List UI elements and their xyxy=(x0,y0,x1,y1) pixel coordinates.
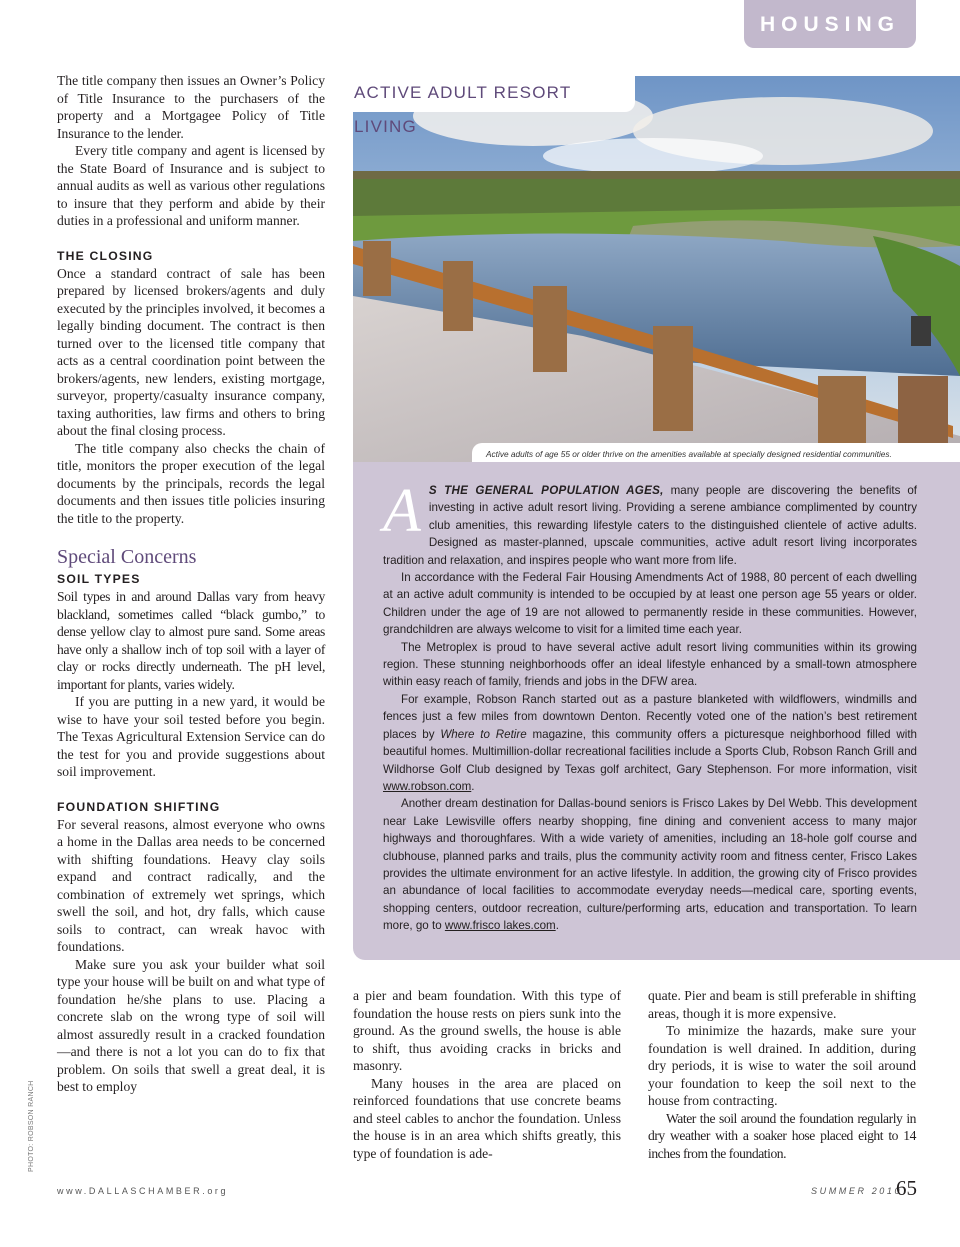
paragraph: Water the soil around the foundation regularly in dry weather with a soaker hose placed eight to 14 inches from the foundation. xyxy=(648,1110,916,1161)
paragraph: If you are putting in a new yard, it would be wise to have your soil tested before you begin. The Texas Agricultural Extension Service can do the test for you and provide suggestions about soil improvement. xyxy=(57,694,325,779)
photo-illustration xyxy=(353,76,960,462)
left-column xyxy=(57,72,325,1096)
middle-column xyxy=(353,987,621,1162)
paragraph: Every title company and agent is licensed by the State Board of Insurance and is subject to annual audits as well as various other regulations to insure that they perform and abide by their duties in a professional and uniform manner. xyxy=(57,143,325,228)
photo-caption: Active adults of age 55 or older thrive on the amenities available at specially designed residential communities. xyxy=(472,443,960,467)
paragraph: For several reasons, almost everyone who owns a home in the Dallas area needs to be concerned with shifting foundations. Heavy clay soils expand and contract radically, and the combination of extremely wet springs, which swell the soil, and hot, dry falls, which cause soils to contract, can wreak havoc with foundations. xyxy=(57,816,325,954)
sidebar-text xyxy=(383,477,918,935)
lead-in: S THE GENERAL POPULATION AGES, xyxy=(428,484,664,497)
paragraph: Make sure you ask your builder what soil type your house will be built on and what type of foundation he/she plans to use. Placing a concrete slab on the wrong type of soil will almost assuredly result in a cracked foundation—and there is not a lot you can do to fix that problem. On soils that swell a great deal, it is best to employ xyxy=(57,956,325,1094)
drop-cap: A xyxy=(383,477,421,545)
paragraph: In accordance with the Federal Fair Housing Amendments Act of 1988, 80 percent of each dwelling at an active adult community is intended to be occupied by at least one person age 55 years or older. Children under the age of 19 are not allowed to permanently reside in these communities. However, grandchildren are always welcome to visit for a limited time each year. xyxy=(383,571,917,637)
paragraph: Soil types in and around Dallas vary from heavy blackland, sometimes called “black gumbo,” to dense yellow clay to almost pure sand. Some areas have only a shallow inch of top soil with a layer of clay or rocks directly underneath. The pH level, important for plants, varies widely. xyxy=(57,589,325,692)
subheading-foundation-shifting: FOUNDATION SHIFTING xyxy=(57,799,221,814)
paragraph: Once a standard contract of sale has been prepared by licensed brokers/agents and duly executed by the principles involved, it becomes a legally binding document. The contract is then turned over to the licensed title company that acts as a central coordination point between the brokers/agents, new lenders, existing mortgage, surveyor, property/casualty insurance company, taxing authorities, law firms and others to bring about the final closing process. xyxy=(57,265,326,438)
paragraph: To minimize the hazards, make sure your foundation is well drained. In addition, during dry periods, it is wise to water the soil around your foundation to keep the soil next to the house from contracting. xyxy=(648,1023,916,1108)
paragraph-rest: many people are discovering the benefits of investing in active adult resort living. Providing a serene ambiance complimented by country club amenities, this rewarding lifestyle caters to the distinguished clientele of active adults. Designed as master-planned, upscale communities, active adult resort living incorporates tradition and relaxation, and inspires people who want more from life. xyxy=(383,484,917,567)
link-frisco-lakes[interactable]: www.frisco lakes.com xyxy=(444,919,556,933)
link-robson[interactable]: www.robson.com xyxy=(383,779,472,793)
paragraph: The title company then issues an Owner’s Policy of Title Insurance to the purchasers of the property and a Mortgagee Policy of Title Insurance to the lender. xyxy=(57,73,325,141)
paragraph: The title company also checks the chain of title, monitors the proper execution of the legal documents by the principals, records the legal documents and then issues title policies insuring the title to the property. xyxy=(57,440,325,526)
right-column xyxy=(648,987,916,1162)
paragraph: a pier and beam foundation. With this type of foundation the house rests on piers sunk into the ground. As the ground swells, the house is able to shift, thus avoiding cracks in bricks and masonry. xyxy=(353,988,621,1073)
photo-lake-bridge xyxy=(353,76,960,462)
paragraph: quate. Pier and beam is still preferable in shifting areas, though it is more expensive. xyxy=(648,988,916,1021)
text-run: For example, Robson Ranch started out as a pasture blanketed with wildflowers, windmills and fences just a few miles from downtown Denton. Recently voted one of the nation’s best retirement places by xyxy=(383,692,917,741)
footer-issue: SUMMER 2010 xyxy=(811,1186,903,1196)
page-number: 65 xyxy=(896,1176,917,1200)
magazine-title: Where to Retire xyxy=(440,727,527,741)
text-run: . xyxy=(471,779,475,793)
paragraph: The Metroplex is proud to have several active adult resort living communities within its growing region. These stunning neighborhoods offer an ideal lifestyle enhanced by a small-town atmosphere within easy reach of family, friends and jobs in the DFW area. xyxy=(383,640,917,689)
text-run: magazine, this community offers a picturesque neighborhood filled with beautiful homes. Multimillion-dollar recreational facilities include a Sports Club, Robson Ranch Grill and Wildhorse Golf Club designed by Texas golf architect, Gary Stephenson. For more information, visit xyxy=(383,727,918,776)
photo-title: ACTIVE ADULT RESORT LIVING xyxy=(353,76,635,112)
paragraph xyxy=(383,795,917,934)
section-heading-special-concerns: Special Concerns xyxy=(57,546,197,568)
section-tab: HOUSING xyxy=(744,0,916,48)
subheading-soil-types: SOIL TYPES xyxy=(57,572,141,586)
paragraph xyxy=(383,691,917,795)
footer-url: www.DALLASCHAMBER.org xyxy=(57,1186,229,1196)
text-run: . xyxy=(555,919,559,933)
photo-credit: PHOTO: ROBSON RANCH xyxy=(28,1080,35,1172)
text-run: Another dream destination for Dallas-bound seniors is Frisco Lakes by Del Webb. This development near Lake Lewisville offers nearby shopping, fine dining and convenient access to many major highways and thoroughfares. With a wide variety of amenities, including an 18-hole golf course and clubhouse, planned parks and trails, plus the community activity room and fitness center, Frisco Lakes provides the ultimate environment for an active lifestyle. In addition, the growing city of Frisco provides an abundance of local facilities to accommodate everyday needs—medical care, sporting events, shopping centers, outdoor recreation, culture/performing arts, education and transportation. To learn more, go to xyxy=(383,797,917,933)
subheading-closing: THE CLOSING xyxy=(57,248,154,263)
paragraph: Many houses in the area are placed on reinforced foundations that use concrete beams and steel cables to anchor the foundation. Unless the house is in an area which shifts greatly, this type of foundation is ade- xyxy=(353,1075,621,1161)
